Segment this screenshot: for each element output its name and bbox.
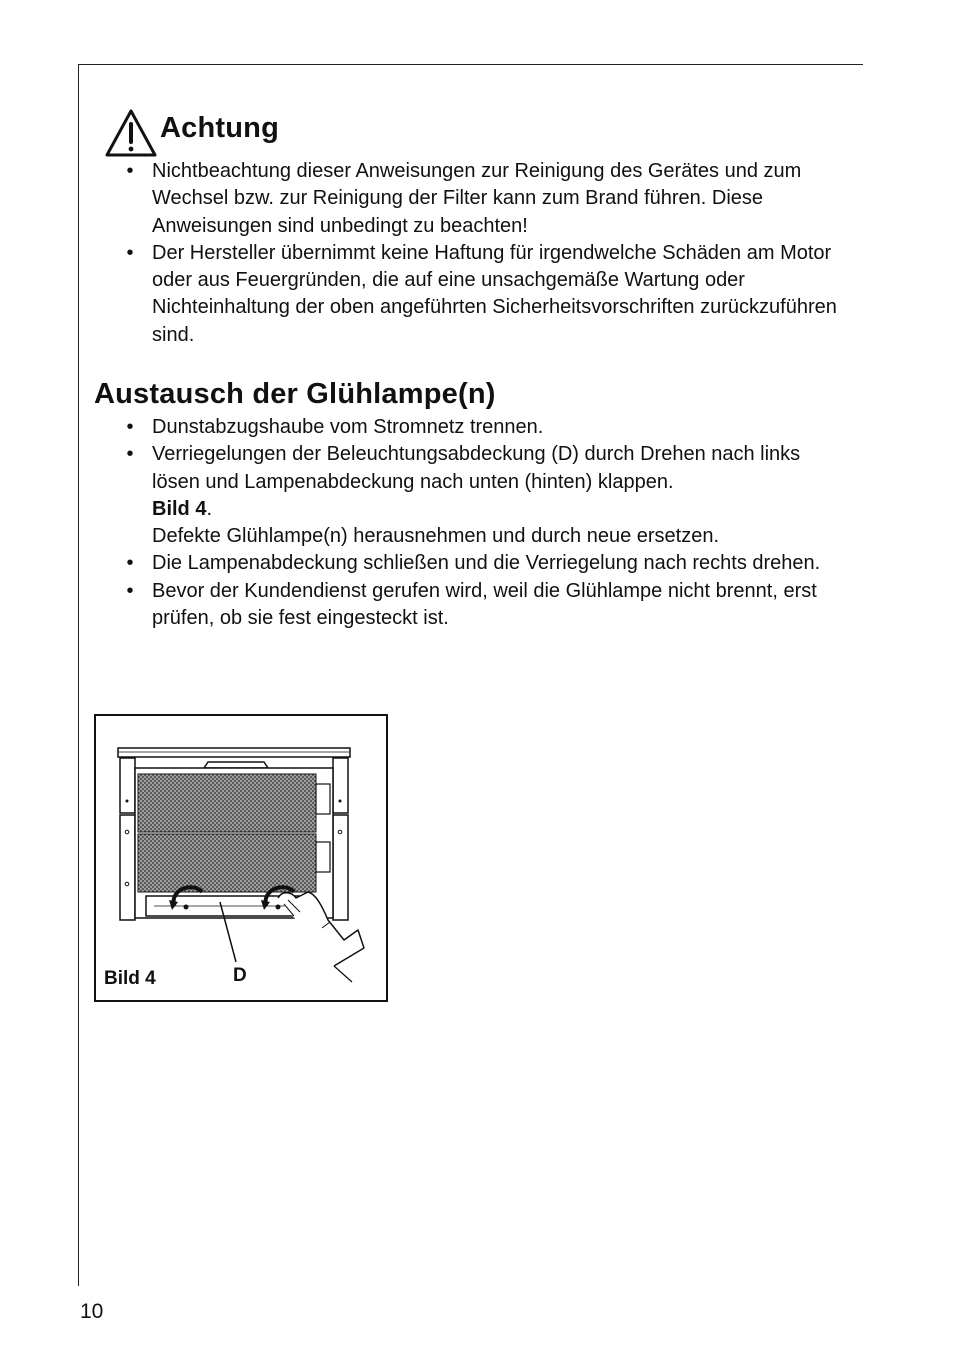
- list-item-text: Verriegelungen der Beleuchtungsabdeckung (D) durch Drehen nach links lösen und Lampenabdeckung nach unten (hinten) klappen.: [152, 443, 801, 493]
- list-item: • Bevor der Kundendienst gerufen wird, weil die Glühlampe nicht brennt, erst prüfen, ob sie fest eingesteckt ist.: [126, 579, 817, 630]
- top-rule: [78, 64, 863, 65]
- list-item: • Nichtbeachtung dieser Anweisungen zur Reinigung des Gerätes und zum Wechsel bzw. zur Reinigung der Filter kann zum Brand führen. Diese Anweisungen sind unbedingt zu beachten!: [126, 160, 802, 237]
- lamp-steps-list: [122, 414, 837, 632]
- list-item: • Dunstabzugshaube vom Stromnetz trennen.: [126, 416, 544, 438]
- list-item: • Der Hersteller übernimmt keine Haftung für irgendwelche Schäden am Motor oder aus Feuergründen, die auf eine unsachgemäße Wartung oder Nichteinhaltung der oben angeführten Sicherheitsvorschriften zurückzuführen sind.: [126, 241, 837, 346]
- warning-heading: [104, 108, 279, 160]
- figure-reference-suffix: .: [206, 497, 213, 520]
- list-item-text: Nichtbeachtung dieser Anweisungen zur Reinigung des Gerätes und zum Wechsel bzw. zur Reinigung der Filter kann zum Brand führen. Diese Anweisungen sind unbedingt zu beachten!: [152, 160, 802, 237]
- list-item-text: Dunstabzugshaube vom Stromnetz trennen.: [152, 416, 544, 438]
- left-rule: [78, 64, 79, 1286]
- warning-triangle-icon: [104, 108, 158, 158]
- section-title: Austausch der Glühlampe(n): [94, 378, 496, 410]
- list-item: • Verriegelungen der Beleuchtungsabdeckung (D) durch Drehen nach links lösen und Lampenabdeckung nach unten (hinten) klappen. Bild 4. Defekte Glühlampe(n) herausnehmen und durch neue ersetzen.: [126, 443, 801, 548]
- hood-illustration: [96, 716, 386, 1000]
- callout-label: D: [233, 965, 247, 986]
- list-item-text: Der Hersteller übernimmt keine Haftung für irgendwelche Schäden am Motor oder aus Feuergründen, die auf eine unsachgemäße Wartung oder Nichteinhaltung der oben angeführten Sicherheitsvorschriften zurückzuführen sind.: [152, 241, 837, 346]
- warning-list: [122, 158, 837, 349]
- page-number: 10: [80, 1300, 104, 1323]
- figure-bild-4: [94, 714, 388, 1002]
- figure-caption: Bild 4: [104, 968, 156, 989]
- figure-reference: Bild 4: [152, 497, 207, 520]
- list-item: • Die Lampenabdeckung schließen und die Verriegelung nach rechts drehen.: [126, 552, 821, 575]
- list-item-extra: Defekte Glühlampe(n) herausnehmen und durch neue ersetzen.: [152, 525, 720, 548]
- warning-title: Achtung: [160, 112, 279, 144]
- list-item-text: Die Lampenabdeckung schließen und die Verriegelung nach rechts drehen.: [152, 552, 821, 575]
- list-item-text: Bevor der Kundendienst gerufen wird, weil die Glühlampe nicht brennt, erst prüfen, ob sie fest eingesteckt ist.: [152, 579, 817, 630]
